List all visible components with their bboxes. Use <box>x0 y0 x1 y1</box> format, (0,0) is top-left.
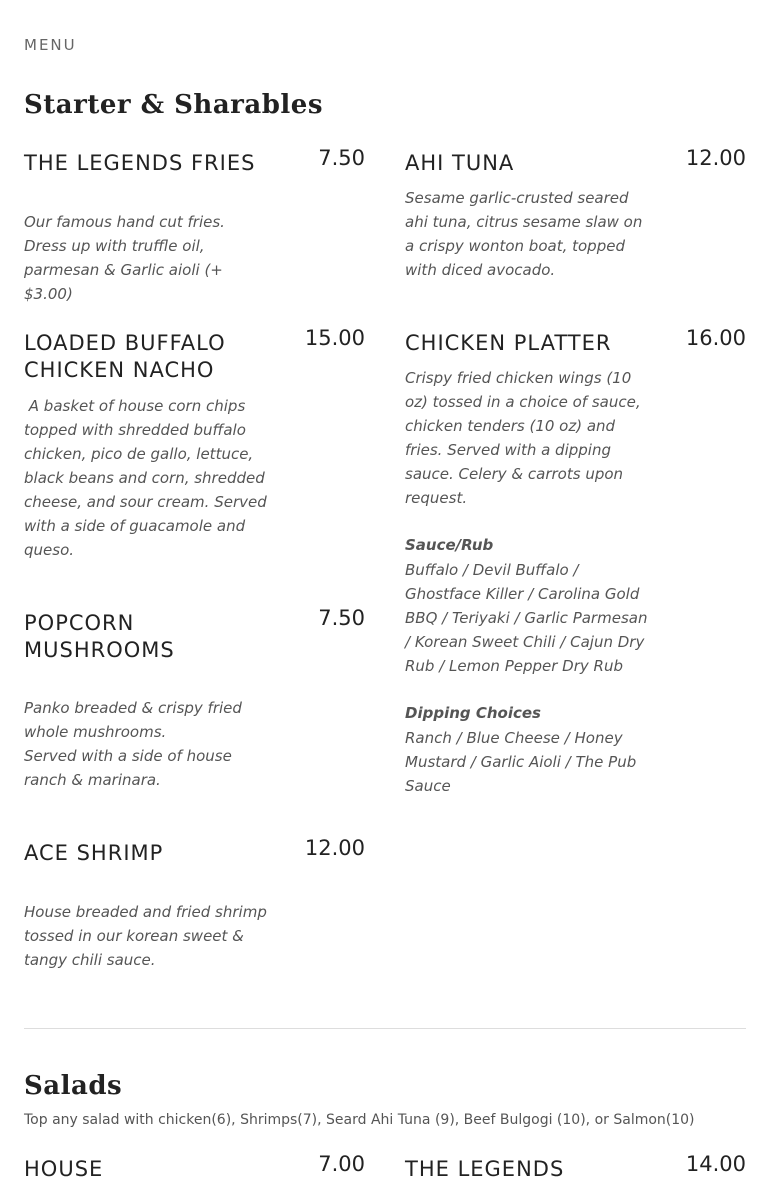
item-description: Sesame garlic-crusted seared ahi tuna, citrus sesame slaw on a crispy wonton boat, topped with diced avocado. <box>405 189 643 279</box>
item-price: 7.50 <box>318 606 365 630</box>
item-price: 15.00 <box>304 326 365 350</box>
item-description: House breaded and fried shrimp tossed in our korean sweet & tangy chili sauce. <box>24 903 267 969</box>
item-description: A basket of house corn chips topped with shredded buffalo chicken, pico de gallo, lettuce, black beans and corn, shredded cheese, and sour cream. Served with a side of guacamole and queso. <box>24 397 272 559</box>
dipping-heading: Dipping Choices <box>405 704 541 722</box>
item-description: Crispy fried chicken wings (10 oz) tossed in a choice of sauce, chicken tenders (10 oz) and fries. Served with a dipping sauce. Celery & carrots upon request. <box>405 369 641 507</box>
item-name: CHICKEN PLATTER <box>405 331 612 355</box>
item-price: 12.00 <box>685 146 746 170</box>
item-name: AHI TUNA <box>405 151 515 175</box>
item-price: 7.00 <box>318 1152 365 1176</box>
item-name: ACE SHRIMP <box>24 841 164 865</box>
item-price: 7.50 <box>318 146 365 170</box>
item-description: Panko breaded & crispy fried whole mushrooms. Served with a side of house ranch & marinara. <box>24 699 242 789</box>
item-name: HOUSE <box>24 1157 104 1181</box>
item-name: POPCORN MUSHROOMS <box>24 611 175 662</box>
section-title-salads: Salads <box>24 1071 123 1101</box>
menu-eyebrow: MENU <box>24 36 77 54</box>
item-name: LOADED BUFFALO CHICKEN NACHO <box>24 331 226 382</box>
sauce-rub-list: Buffalo / Devil Buffalo / Ghostface Killer / Carolina Gold BBQ / Teriyaki / Garlic Parmesan / Korean Sweet Chili / Cajun Dry Rub / Lemon Pepper Dry Rub <box>405 561 648 675</box>
item-name: THE LEGENDS <box>405 1157 565 1181</box>
item-price: 14.00 <box>685 1152 746 1176</box>
sauce-rub-heading: Sauce/Rub <box>405 536 494 554</box>
item-name: THE LEGENDS FRIES <box>24 151 256 175</box>
item-description: Our famous hand cut fries. Dress up with truffle oil, parmesan & Garlic aioli (+ $3.00) <box>24 213 225 303</box>
item-price: 16.00 <box>685 326 746 350</box>
salad-topping-note: Top any salad with chicken(6), Shrimps(7), Seard Ahi Tuna (9), Beef Bulgogi (10), or Salmon(10) <box>24 1112 695 1128</box>
section-divider <box>24 1028 746 1029</box>
item-price: 12.00 <box>304 836 365 860</box>
dipping-list: Ranch / Blue Cheese / Honey Mustard / Garlic Aioli / The Pub Sauce <box>405 729 637 795</box>
section-title-starters: Starter & Sharables <box>24 90 323 120</box>
